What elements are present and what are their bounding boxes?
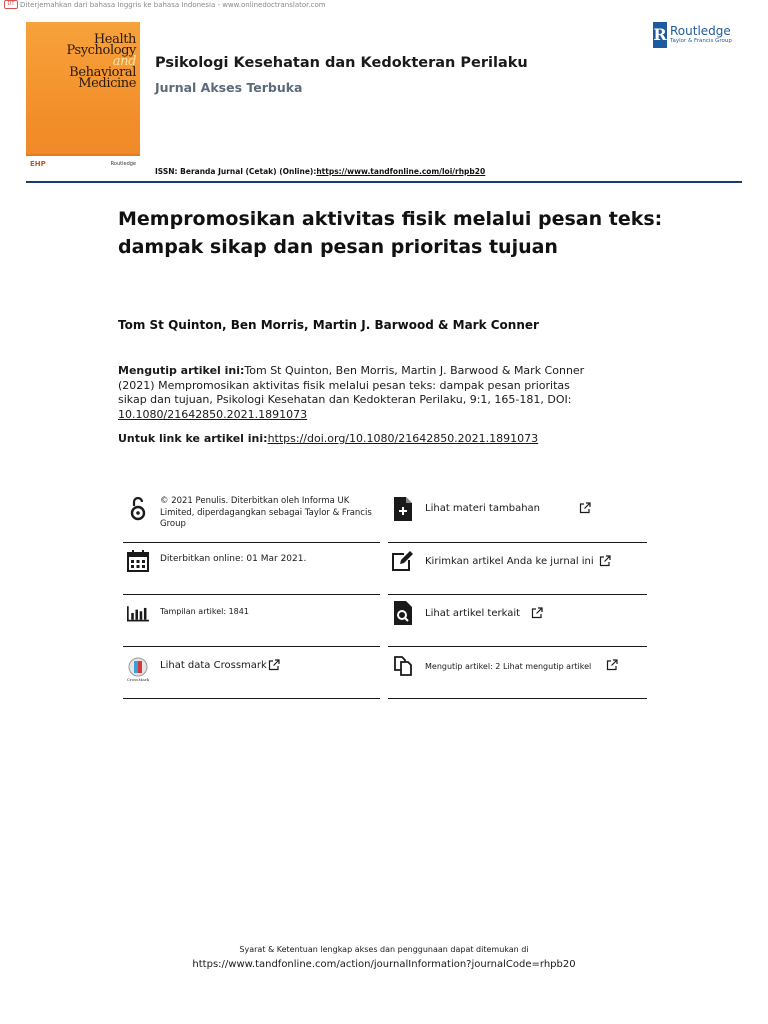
views-cell [123,594,380,647]
supplemental-text: Lihat materi tambahan [425,503,540,514]
article-link-label: Untuk link ke artikel ini: [118,432,268,445]
external-link-icon [606,659,618,671]
submit-text: Kirimkan artikel Anda ke jurnal ini [425,556,594,567]
publisher-name: Routledge [670,24,731,38]
add-file-icon [392,496,414,522]
journal-home-link[interactable]: https://www.tandfonline.com/loi/rhpb20 [316,167,486,176]
search-document-icon [392,600,414,626]
article-doi-link[interactable]: https://doi.org/10.1080/21642850.2021.1891073 [267,432,539,445]
external-link-icon [531,607,543,619]
citation-doi-link[interactable]: 10.1080/21642850.2021.1891073 [118,407,308,421]
header-divider [26,181,742,183]
translator-banner[interactable] [4,0,326,9]
terms-text: Syarat & Ketentuan lengkap akses dan penggunaan dapat ditemukan di [239,945,529,954]
cover-ehp-logo: EHP [30,160,46,168]
journal-subtitle: Jurnal Akses Terbuka [155,80,303,95]
published-text: Diterbitkan online: 01 Mar 2021. [160,554,307,564]
crossmark-text: Lihat data Crossmark [160,660,267,671]
citation-text: Tom St Quinton, Ben Morris, Martin J. Barwood & Mark Conner (2021) Mempromosikan aktivitas fisik melalui pesan teks: dampak pesan prioritas sikap dan tujuan, Psikologi Kesehatan dan Kedokteran Perilaku, 9:1, 165-181, DOI: [118,364,585,406]
terms-link[interactable]: https://www.tandfonline.com/action/journalInformation?journalCode=rhpb20 [192,959,576,970]
related-text: Lihat artikel terkait [425,608,521,619]
translator-banner-text: Diterjemahkan dari bahasa Inggris ke bahasa Indonesia - www.onlinedoctranslator.com [20,0,326,9]
cover-title [66,34,136,89]
crossmark-icon-label: CrossMark [126,676,150,682]
routledge-r-icon: R [653,22,667,48]
crossmark-cell[interactable] [123,646,380,699]
citing-articles-icon [392,652,414,678]
article-link-block [118,432,538,445]
bar-chart-icon [127,600,149,626]
edit-icon [392,548,414,574]
journal-title: Psikologi Kesehatan dan Kedokteran Perilaku [155,55,528,71]
citing-cell[interactable] [388,646,647,699]
views-text: Tampilan artikel: 1841 [160,607,249,616]
citation-block [118,364,598,422]
cover-routledge-logo: Routledge [110,161,136,167]
external-link-icon [579,502,591,514]
open-access-icon [127,496,149,522]
cover-title-line: Health [93,32,136,47]
calendar-icon [127,548,149,574]
crossmark-icon [127,654,149,684]
submit-cell[interactable] [388,542,647,595]
supplemental-cell[interactable] [388,490,647,543]
citation-label: Mengutip artikel ini: [118,364,245,377]
license-cell [123,490,380,543]
citing-text: Mengutip artikel: 2 Lihat mengutip artikel [425,662,592,671]
article-title: Mempromosikan aktivitas fisik melalui pesan teks: dampak sikap dan pesan prioritas tujuan [118,208,663,258]
issn-label: ISSN: Beranda Jurnal (Cetak) (Online): [155,167,317,176]
translator-logo-icon: DT [4,0,18,9]
issn-line [155,167,485,176]
publisher-tagline: Taylor & Francis Group [670,38,732,44]
published-cell [123,542,380,595]
external-link-icon [599,555,611,567]
journal-cover [26,22,140,176]
license-text: © 2021 Penulis. Diterbitkan oleh Informa UK Limited, diperdagangkan sebagai Taylor & Francis Group [160,496,372,529]
related-cell[interactable] [388,594,647,647]
cover-footer [26,154,140,176]
publisher-logo[interactable] [653,22,732,48]
cover-title-line: Behavioral [69,65,136,80]
external-link-icon [268,659,280,671]
cover-title-line: and [112,54,136,69]
cover-title-line: Medicine [78,76,136,91]
article-authors: Tom St Quinton, Ben Morris, Martin J. Barwood & Mark Conner [118,318,539,332]
cover-title-line: Psychology [66,43,136,58]
